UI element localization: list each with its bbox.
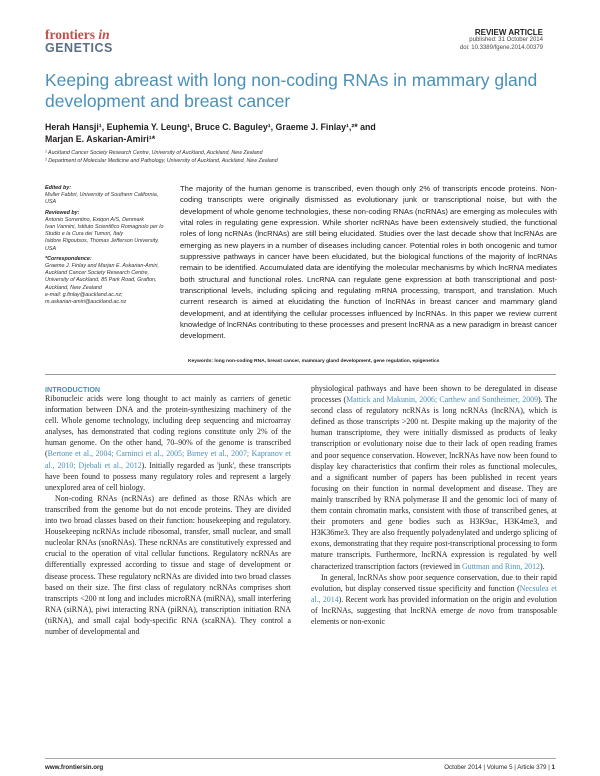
page-number: 1 <box>551 764 555 771</box>
paragraph: Ribonucleic acids were long thought to act mainly as carriers of genetic information between DNA and the protein-synthesizing machinery of the cell. Whole genome technology, including deep sequencing and microarray analyses, has demonstrated that coding regions constitute only 2% of the human genome. On the other hand, 70–90% of the genome is transcribed (Bertone et al., 2004; Carninci et al., 2005; Birney et al., 2007; Kapranov et al., 2010; Djebali et al., 2012). Initially regarded as 'junk', these transcripts have been found to possess many regulatory roles and represent a largely unexplored area of cell biology. <box>45 394 291 492</box>
citation-link[interactable]: Bertone et al., 2004; Carninci et al., 2005; Birney et al., 2007; Kapranov et al., 2010; Djebali et al., 2012 <box>45 449 291 470</box>
keywords-label: Keywords: <box>188 359 214 364</box>
published-date: published: 31 October 2014 <box>469 37 543 43</box>
authors <box>45 122 565 145</box>
authors-line-1: Herah Hansji¹, Euphemia Y. Leung¹, Bruce C. Baguley¹, Graeme J. Finlay¹,²* and <box>45 122 376 132</box>
citation-link[interactable]: Guttman and Rinn, 2012 <box>461 561 540 571</box>
citation-link[interactable]: Necsulea et al., 2014 <box>311 583 557 604</box>
reviewed-by-heading: Reviewed by: <box>45 209 80 216</box>
edited-by-heading: Edited by: <box>45 185 72 191</box>
article-meta <box>460 28 543 52</box>
email-2[interactable]: m.askarian-amiri@auckland.ac.nz <box>45 299 127 306</box>
editor: Muller Fabbri, University of Southern California, USA <box>45 192 159 206</box>
footer-volume: October 2014 | Volume 5 | Article 379 | <box>444 764 550 771</box>
affiliations <box>45 149 565 165</box>
doi: doi: 10.3389/fgene.2014.00379 <box>459 44 543 51</box>
logo-genetics: GENETICS <box>45 41 113 55</box>
body-column-right <box>311 383 557 627</box>
citation-link[interactable]: Mattick and Makunin, 2006; Carthew and Sontheimer, 2009 <box>346 395 539 405</box>
authors-line-2: Marjan E. Askarian-Amiri¹* <box>45 133 156 144</box>
editorial-sidebar <box>45 185 167 306</box>
correspondence: Graeme J. Finlay and Marjan E. Askarian-Amiri, Auckland Cancer Society Research Centre, University of Auckland, 85 Park Road, Grafton, Auckland, New Zealand <box>45 263 159 291</box>
paragraph: Non-coding RNAs (ncRNAs) are defined as those RNAs which are transcribed from the genome but do not encode proteins. They are divided into two broad classes based on their function: housekeeping and regulatory. Housekeeping ncRNAs include ribosomal, transfer, small nuclear, and small nucleolar RNAs (snoRNAs). These ncRNAs are constitutively expressed and crucial to the operation of vital cellular functions. Regulatory ncRNAs are differentially expressed according to tissue and stage of development or disease process. These regulatory ncRNAs are divided into two broad classes based on their size. The first class of regulatory ncRNAs comprises short transcripts <200 nt long and includes microRNA (miRNA), small interfering RNA (siRNA), piwi interacting RNA (piRNA), transcription initiation RNA (tiRNA), and small cajal body-specific RNA (scaRNA). They control a number of developmental and <box>45 493 291 636</box>
reviewer-2: Ivan Vannini, Istituto Scientifico Romagnolo per lo Studio e la Cura dei Tumori, Italy <box>45 224 164 238</box>
reviewer-3: Isidore Rigoutsos, Thomas Jefferson University, USA <box>45 238 160 252</box>
abstract: The majority of the human genome is transcribed, even though only 2% of transcripts encode proteins. Non-coding transcripts were originally dismissed as evolutionary junk or transcriptional noise, but with the development of whole genome technologies, these non-coding RNAs (ncRNAs) are emerging as molecules with vital roles in regulating gene expression. While shorter ncRNAs have been extensively studied, the functional roles of long ncRNAs (lncRNAs) are still being elucidated. Studies over the last decade show that lncRNAs are emerging as new players in a number of diseases including cancer. Potential roles in both oncogenic and tumor suppressive pathways in cancer have been elucidated, but the biological functions of the majority of lncRNAs remain to be identified. Accumulated data are identifying the molecular mechanisms by which lncRNA mediates both structural and functional roles. LncRNA can regulate gene expression at both transcriptional and post-transcriptional levels, including splicing and regulating mRNA processing, transport, and translation. Much current research is aimed at elucidating the function of lncRNAs in breast cancer and mammary gland development, and at identifying the cellular processes influenced by lncRNAs. In this paper we review current knowledge of lncRNAs contributing to these processes and present lncRNA as a new paradigm in breast cancer development. <box>180 184 557 341</box>
reviewer-1: Antonio Sorrentino, Exiqon A/S, Denmark <box>45 216 144 223</box>
keywords <box>188 358 560 365</box>
emphasis: de novo <box>467 605 495 615</box>
affiliation-2: ² Department of Molecular Medicine and Pathology, University of Auckland, Auckland, New Zealand <box>45 158 278 164</box>
body-column-left <box>45 393 291 637</box>
article-type: REVIEW ARTICLE <box>474 28 543 37</box>
logo-frontiers: frontiers <box>45 27 95 42</box>
article-title: Keeping abreast with long non-coding RNAs in mammary gland development and breast cancer <box>45 70 538 111</box>
footer-divider <box>45 758 556 759</box>
keywords-list: long non-coding RNA, breast cancer, mammary gland development, gene regulation, epigenetics <box>214 359 440 364</box>
section-divider <box>45 374 556 375</box>
affiliation-1: ¹ Auckland Cancer Society Research Centre, University of Auckland, Auckland, New Zealand <box>45 150 263 156</box>
logo-in: in <box>98 27 110 42</box>
journal-logo <box>45 28 165 55</box>
footer-website[interactable]: www.frontiersin.org <box>45 764 104 771</box>
introduction-heading: INTRODUCTION <box>45 385 101 394</box>
correspondence-heading: *Correspondence: <box>45 255 92 262</box>
paragraph: physiological pathways and have been shown to be deregulated in disease processes (Mattick and Makunin, 2006; Carthew and Sontheimer, 2009). The second class of regulatory ncRNAs is long ncRNAs (lncRNA), which is defined as those transcripts >200 nt. Despite making up the majority of the human transcriptome, they were initially dismissed as products of leaky transcription or evolutionary noise due to their lack of open reading frames and poor sequence conservation. However, lncRNAs have now been found to display key characteristics that confirm their roles as functional molecules, and a significant number of papers has been published in recent years focusing on their function in normal development and disease. They are mainly transcribed by RNA polymerase II and the genomic loci of many of them contain chromatin marks, consistent with those of transcribed genes, at their promoters and gene bodies such as H3K9ac, H3K4me3, and H3K36me3. They are also frequently polyadenylated and undergo splicing of exons, demonstrating that they require post-transcriptional processing to form mature transcripts. Furthermore, lncRNA expression is regulated by well characterized transcription factors (reviewed in Guttman and Rinn, 2012). <box>311 384 558 571</box>
email-1[interactable]: e-mail: g.finlay@auckland.ac.nz; <box>45 291 123 298</box>
paragraph: In general, lncRNAs show poor sequence conservation, due to their rapid evolution, but display conserved tissue specificity and function (Necsulea et al., 2014). Recent work has provided information on the origin and evolution of lncRNAs, suggesting that lncRNA emerge de novo from transposable elements or non-exonic <box>311 572 558 626</box>
footer-issue-info <box>444 764 555 771</box>
